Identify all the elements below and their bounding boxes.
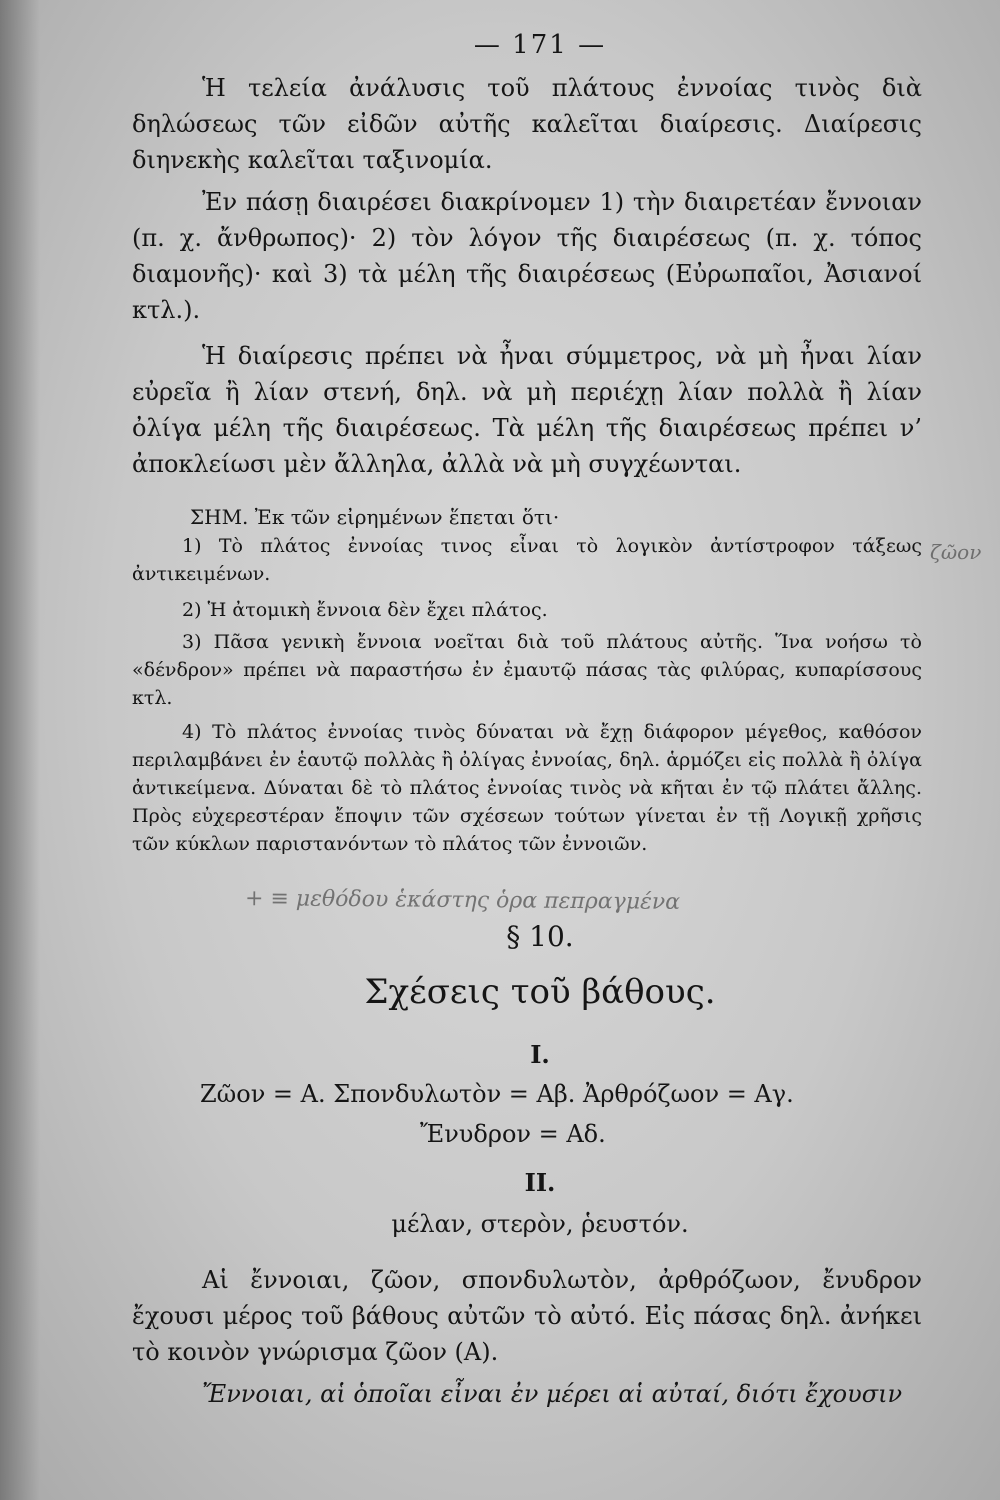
paragraph-division-parts: Ἐν πάσῃ διαιρέσει διακρίνομεν 1) τὴν διαιρετέαν ἔννοιαν (π. χ. ἄνθρωπος)· 2) τὸν λόγον τῆς διαιρέσεως (π. χ. τόπος διαμονῆς)· καὶ 3) τὰ μέλη τῆς διαιρέσεως (Εὐρωπαῖοι, Ἀσιανοί κτλ.). — [132, 188, 922, 324]
page-number: — 171 — — [473, 30, 607, 60]
roman-heading-2: II. — [524, 1168, 556, 1197]
paragraph-definition: Ἡ τελεία ἀνάλυσις τοῦ πλάτους ἐννοίας τινὸς διὰ δηλώσεως τῶν εἰδῶν αὐτῆς καλεῖται διαίρεσις. Διαίρεσις διηνεκὴς καλεῖται ταξινομία. — [132, 74, 922, 174]
note-item-1: 1) Τὸ πλάτος ἐννοίας τινος εἶναι τὸ λογικὸν ἀντίστροφον τάξεως ἀντικειμένων. — [132, 535, 922, 585]
note-item-2: 2) Ἡ ἀτομικὴ ἔννοια δὲν ἔχει πλάτος. — [182, 599, 548, 621]
handwritten-pencil-annotation: + ≡ μεθόδου ἑκάστης ὁρα πεπραγμένα — [244, 886, 681, 915]
paragraph-last-line: Ἔννοιαι, αἱ ὁποῖαι εἶναι ἐν μέρει αἱ αὐταί, διότι ἔχουσιν — [202, 1380, 903, 1408]
note-item-4: 4) Τὸ πλάτος ἐννοίας τινὸς δύναται νὰ ἔχῃ διάφορον μέγεθος, καθόσον περιλαμβάνει ἐν ἑαυτῷ πολλὰς ἢ ὀλίγας ἐννοίας, δηλ. ἁρμόζει εἰς πολλὰ ἢ ὀλίγα ἀντικείμενα. Δύναται δὲ τὸ πλάτος ἐννοίας τινὸς νὰ κῆται ἐν τῷ πλάτει ἄλλης. Πρὸς εὐχερεστέραν ἔποψιν τῶν σχέσεων τούτων γίνεται ἐν τῇ Λογικῇ χρῆσις τῶν κύκλων παριστανόντων τὸ πλάτος τῶν ἐννοιῶν. — [132, 721, 922, 855]
section-title: Σχέσεις τοῦ βάθους. — [364, 972, 716, 1012]
paragraph-division-rules: Ἡ διαίρεσις πρέπει νὰ ἦναι σύμμετρος, νὰ μὴ ἦναι λίαν εὐρεῖα ἢ λίαν στενή, δηλ. νὰ μὴ περιέχῃ λίαν πολλὰ ἢ λίαν ὀλίγα μέλη τῆς διαιρέσεως. Τὰ μέλη τῆς διαιρέσεως πρέπει ν’ ἀποκλείωσι μὲν ἄλληλα, ἀλλὰ νὰ μὴ συγχέωνται. — [132, 342, 922, 478]
note-item-3: 3) Πᾶσα γενικὴ ἔννοια νοεῖται διὰ τοῦ πλάτους αὐτῆς. Ἵνα νοήσω τὸ «δένδρον» πρέπει νὰ παραστήσω ἐν ἐμαυτῷ πάσας τὰς φιλύρας, κυπαρίσσους κτλ. — [132, 631, 922, 709]
section-number: § 10. — [506, 920, 574, 953]
items-line: μέλαν, στερὸν, ῥευστόν. — [391, 1210, 689, 1238]
note-label: ΣΗΜ. Ἐκ τῶν εἰρημένων ἕπεται ὅτι· — [190, 505, 560, 529]
handwritten-margin-annotation: ζῶον — [930, 540, 982, 564]
formula-line-2: Ἔνυδρον = Αδ. — [420, 1120, 606, 1148]
paragraph-depth-shared: Αἱ ἔννοιαι, ζῶον, σπονδυλωτὸν, ἀρθρόζωον, ἔνυδρον ἔχουσι μέρος τοῦ βάθους αὐτῶν τὸ αὐτό. Εἰς πάσας δηλ. ἀνήκει τὸ κοινὸν γνώρισμα ζῶον (Α). — [132, 1266, 922, 1366]
formula-line-1: Ζῶον = Α. Σπονδυλωτὸν = Αβ. Ἀρθρόζωον = Αγ. — [200, 1080, 794, 1108]
page-edge-shadow — [0, 0, 40, 1500]
roman-heading-1: I. — [530, 1040, 550, 1069]
